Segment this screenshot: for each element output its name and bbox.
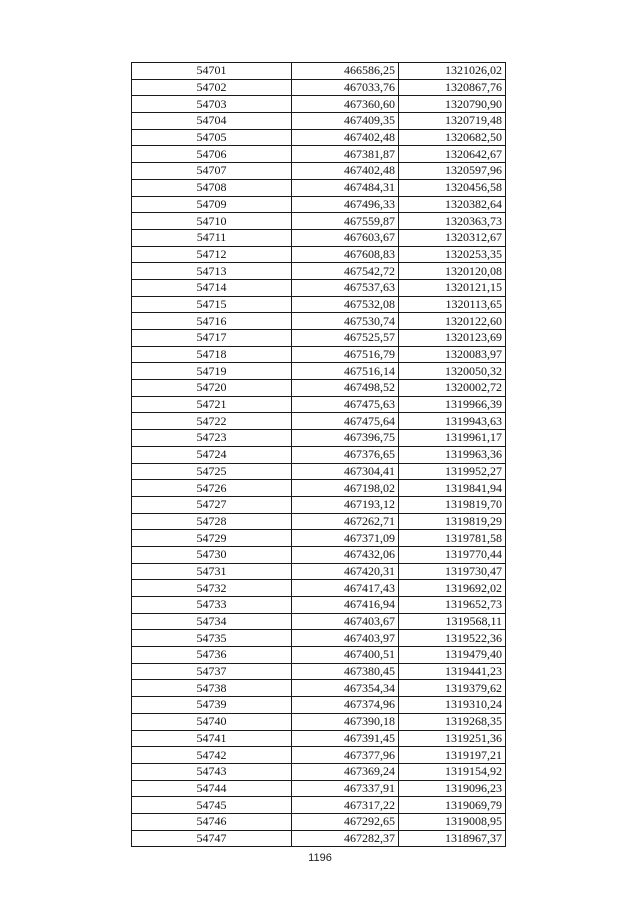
y-coordinate-cell: 1319730,47 [399, 563, 506, 580]
point-id-cell: 54727 [132, 496, 292, 513]
y-coordinate-cell: 1320456,58 [399, 179, 506, 196]
point-id-cell: 54731 [132, 563, 292, 580]
y-coordinate-cell: 1319841,94 [399, 480, 506, 497]
x-coordinate-cell: 467400,51 [292, 647, 399, 664]
point-id-cell: 54732 [132, 580, 292, 597]
y-coordinate-cell: 1319379,62 [399, 680, 506, 697]
y-coordinate-cell: 1319943,63 [399, 413, 506, 430]
point-id-cell: 54734 [132, 613, 292, 630]
x-coordinate-cell: 467360,60 [292, 96, 399, 113]
x-coordinate-cell: 467498,52 [292, 380, 399, 397]
y-coordinate-cell: 1319268,35 [399, 713, 506, 730]
x-coordinate-cell: 467282,37 [292, 830, 399, 847]
x-coordinate-cell: 467402,48 [292, 163, 399, 180]
x-coordinate-cell: 467496,33 [292, 196, 399, 213]
y-coordinate-cell: 1319522,36 [399, 630, 506, 647]
x-coordinate-cell: 467530,74 [292, 313, 399, 330]
y-coordinate-cell: 1319310,24 [399, 697, 506, 714]
y-coordinate-cell: 1320120,08 [399, 263, 506, 280]
x-coordinate-cell: 467403,97 [292, 630, 399, 647]
x-coordinate-cell: 467409,35 [292, 113, 399, 130]
point-id-cell: 54715 [132, 296, 292, 313]
point-id-cell: 54733 [132, 597, 292, 614]
point-id-cell: 54723 [132, 430, 292, 447]
table-row [132, 563, 506, 580]
point-id-cell: 54729 [132, 530, 292, 547]
x-coordinate-cell: 467417,43 [292, 580, 399, 597]
point-id-cell: 54717 [132, 330, 292, 347]
x-coordinate-cell: 467396,75 [292, 430, 399, 447]
table-row [132, 346, 506, 363]
point-id-cell: 54744 [132, 780, 292, 797]
y-coordinate-cell: 1320113,65 [399, 296, 506, 313]
y-coordinate-cell: 1319781,58 [399, 530, 506, 547]
y-coordinate-cell: 1319770,44 [399, 546, 506, 563]
table-row [132, 747, 506, 764]
table-row [132, 713, 506, 730]
point-id-cell: 54709 [132, 196, 292, 213]
table-row [132, 113, 506, 130]
y-coordinate-cell: 1319096,23 [399, 780, 506, 797]
y-coordinate-cell: 1320382,64 [399, 196, 506, 213]
y-coordinate-cell: 1319966,39 [399, 396, 506, 413]
table-row [132, 546, 506, 563]
x-coordinate-cell: 467292,65 [292, 813, 399, 830]
table-row [132, 446, 506, 463]
x-coordinate-cell: 467391,45 [292, 730, 399, 747]
x-coordinate-cell: 467537,63 [292, 279, 399, 296]
y-coordinate-cell: 1320050,32 [399, 363, 506, 380]
y-coordinate-cell: 1319819,29 [399, 513, 506, 530]
point-id-cell: 54703 [132, 96, 292, 113]
table-row [132, 96, 506, 113]
table-row [132, 146, 506, 163]
point-id-cell: 54705 [132, 129, 292, 146]
x-coordinate-cell: 467484,31 [292, 179, 399, 196]
point-id-cell: 54721 [132, 396, 292, 413]
point-id-cell: 54740 [132, 713, 292, 730]
point-id-cell: 54712 [132, 246, 292, 263]
y-coordinate-cell: 1320597,96 [399, 163, 506, 180]
x-coordinate-cell: 467403,67 [292, 613, 399, 630]
x-coordinate-cell: 467377,96 [292, 747, 399, 764]
point-id-cell: 54710 [132, 213, 292, 230]
x-coordinate-cell: 467371,09 [292, 530, 399, 547]
table-row [132, 63, 506, 80]
point-id-cell: 54724 [132, 446, 292, 463]
x-coordinate-cell: 467374,96 [292, 697, 399, 714]
table-row [132, 196, 506, 213]
table-row [132, 830, 506, 847]
point-id-cell: 54741 [132, 730, 292, 747]
table-row [132, 530, 506, 547]
x-coordinate-cell: 467193,12 [292, 496, 399, 513]
coordinates-table-body [132, 63, 506, 847]
x-coordinate-cell: 467380,45 [292, 663, 399, 680]
point-id-cell: 54706 [132, 146, 292, 163]
y-coordinate-cell: 1319069,79 [399, 797, 506, 814]
y-coordinate-cell: 1319819,70 [399, 496, 506, 513]
y-coordinate-cell: 1319961,17 [399, 430, 506, 447]
x-coordinate-cell: 467337,91 [292, 780, 399, 797]
table-row [132, 396, 506, 413]
table-row [132, 647, 506, 664]
x-coordinate-cell: 467317,22 [292, 797, 399, 814]
y-coordinate-cell: 1320790,90 [399, 96, 506, 113]
x-coordinate-cell: 467420,31 [292, 563, 399, 580]
page-number: 1196 [308, 852, 332, 864]
point-id-cell: 54704 [132, 113, 292, 130]
x-coordinate-cell: 467532,08 [292, 296, 399, 313]
table-row [132, 363, 506, 380]
x-coordinate-cell: 467262,71 [292, 513, 399, 530]
table-row [132, 630, 506, 647]
point-id-cell: 54711 [132, 229, 292, 246]
y-coordinate-cell: 1318967,37 [399, 830, 506, 847]
x-coordinate-cell: 467033,76 [292, 79, 399, 96]
x-coordinate-cell: 467416,94 [292, 597, 399, 614]
y-coordinate-cell: 1320002,72 [399, 380, 506, 397]
coordinates-table [131, 62, 506, 847]
y-coordinate-cell: 1320867,76 [399, 79, 506, 96]
point-id-cell: 54738 [132, 680, 292, 697]
table-row [132, 613, 506, 630]
y-coordinate-cell: 1319154,92 [399, 763, 506, 780]
point-id-cell: 54739 [132, 697, 292, 714]
x-coordinate-cell: 467542,72 [292, 263, 399, 280]
x-coordinate-cell: 467475,64 [292, 413, 399, 430]
table-row [132, 246, 506, 263]
table-row [132, 730, 506, 747]
table-row [132, 79, 506, 96]
x-coordinate-cell: 467603,67 [292, 229, 399, 246]
point-id-cell: 54736 [132, 647, 292, 664]
x-coordinate-cell: 467608,83 [292, 246, 399, 263]
y-coordinate-cell: 1320123,69 [399, 330, 506, 347]
point-id-cell: 54719 [132, 363, 292, 380]
table-row [132, 597, 506, 614]
point-id-cell: 54716 [132, 313, 292, 330]
table-row [132, 296, 506, 313]
point-id-cell: 54743 [132, 763, 292, 780]
table-row [132, 763, 506, 780]
x-coordinate-cell: 467402,48 [292, 129, 399, 146]
x-coordinate-cell: 467516,79 [292, 346, 399, 363]
point-id-cell: 54745 [132, 797, 292, 814]
table-row [132, 163, 506, 180]
point-id-cell: 54735 [132, 630, 292, 647]
table-row [132, 179, 506, 196]
y-coordinate-cell: 1319952,27 [399, 463, 506, 480]
point-id-cell: 54728 [132, 513, 292, 530]
point-id-cell: 54730 [132, 546, 292, 563]
table-row [132, 279, 506, 296]
x-coordinate-cell: 467354,34 [292, 680, 399, 697]
y-coordinate-cell: 1319008,95 [399, 813, 506, 830]
y-coordinate-cell: 1319251,36 [399, 730, 506, 747]
table-row [132, 580, 506, 597]
x-coordinate-cell: 467516,14 [292, 363, 399, 380]
point-id-cell: 54737 [132, 663, 292, 680]
point-id-cell: 54725 [132, 463, 292, 480]
y-coordinate-cell: 1320363,73 [399, 213, 506, 230]
point-id-cell: 54746 [132, 813, 292, 830]
x-coordinate-cell: 467304,41 [292, 463, 399, 480]
point-id-cell: 54747 [132, 830, 292, 847]
point-id-cell: 54702 [132, 79, 292, 96]
point-id-cell: 54713 [132, 263, 292, 280]
point-id-cell: 54707 [132, 163, 292, 180]
point-id-cell: 54701 [132, 63, 292, 80]
point-id-cell: 54708 [132, 179, 292, 196]
y-coordinate-cell: 1321026,02 [399, 63, 506, 80]
table-row [132, 797, 506, 814]
table-row [132, 263, 506, 280]
table-row [132, 780, 506, 797]
table-row [132, 463, 506, 480]
table-row [132, 430, 506, 447]
y-coordinate-cell: 1319963,36 [399, 446, 506, 463]
y-coordinate-cell: 1319197,21 [399, 747, 506, 764]
y-coordinate-cell: 1320253,35 [399, 246, 506, 263]
table-row [132, 813, 506, 830]
y-coordinate-cell: 1319692,02 [399, 580, 506, 597]
y-coordinate-cell: 1319568,11 [399, 613, 506, 630]
y-coordinate-cell: 1319652,73 [399, 597, 506, 614]
point-id-cell: 54726 [132, 480, 292, 497]
x-coordinate-cell: 467376,65 [292, 446, 399, 463]
y-coordinate-cell: 1320122,60 [399, 313, 506, 330]
table-row [132, 513, 506, 530]
table-row [132, 129, 506, 146]
y-coordinate-cell: 1320083,97 [399, 346, 506, 363]
table-row [132, 229, 506, 246]
x-coordinate-cell: 466586,25 [292, 63, 399, 80]
table-row [132, 413, 506, 430]
x-coordinate-cell: 467390,18 [292, 713, 399, 730]
table-row [132, 480, 506, 497]
point-id-cell: 54720 [132, 380, 292, 397]
table-row [132, 663, 506, 680]
x-coordinate-cell: 467525,57 [292, 330, 399, 347]
x-coordinate-cell: 467381,87 [292, 146, 399, 163]
y-coordinate-cell: 1320312,67 [399, 229, 506, 246]
table-row [132, 680, 506, 697]
table-row [132, 330, 506, 347]
point-id-cell: 54722 [132, 413, 292, 430]
y-coordinate-cell: 1320121,15 [399, 279, 506, 296]
y-coordinate-cell: 1320682,50 [399, 129, 506, 146]
x-coordinate-cell: 467432,06 [292, 546, 399, 563]
table-row [132, 697, 506, 714]
y-coordinate-cell: 1319441,23 [399, 663, 506, 680]
point-id-cell: 54714 [132, 279, 292, 296]
y-coordinate-cell: 1319479,40 [399, 647, 506, 664]
table-row [132, 496, 506, 513]
y-coordinate-cell: 1320719,48 [399, 113, 506, 130]
point-id-cell: 54742 [132, 747, 292, 764]
x-coordinate-cell: 467369,24 [292, 763, 399, 780]
table-row [132, 380, 506, 397]
y-coordinate-cell: 1320642,67 [399, 146, 506, 163]
x-coordinate-cell: 467198,02 [292, 480, 399, 497]
point-id-cell: 54718 [132, 346, 292, 363]
x-coordinate-cell: 467475,63 [292, 396, 399, 413]
table-row [132, 213, 506, 230]
x-coordinate-cell: 467559,87 [292, 213, 399, 230]
table-row [132, 313, 506, 330]
